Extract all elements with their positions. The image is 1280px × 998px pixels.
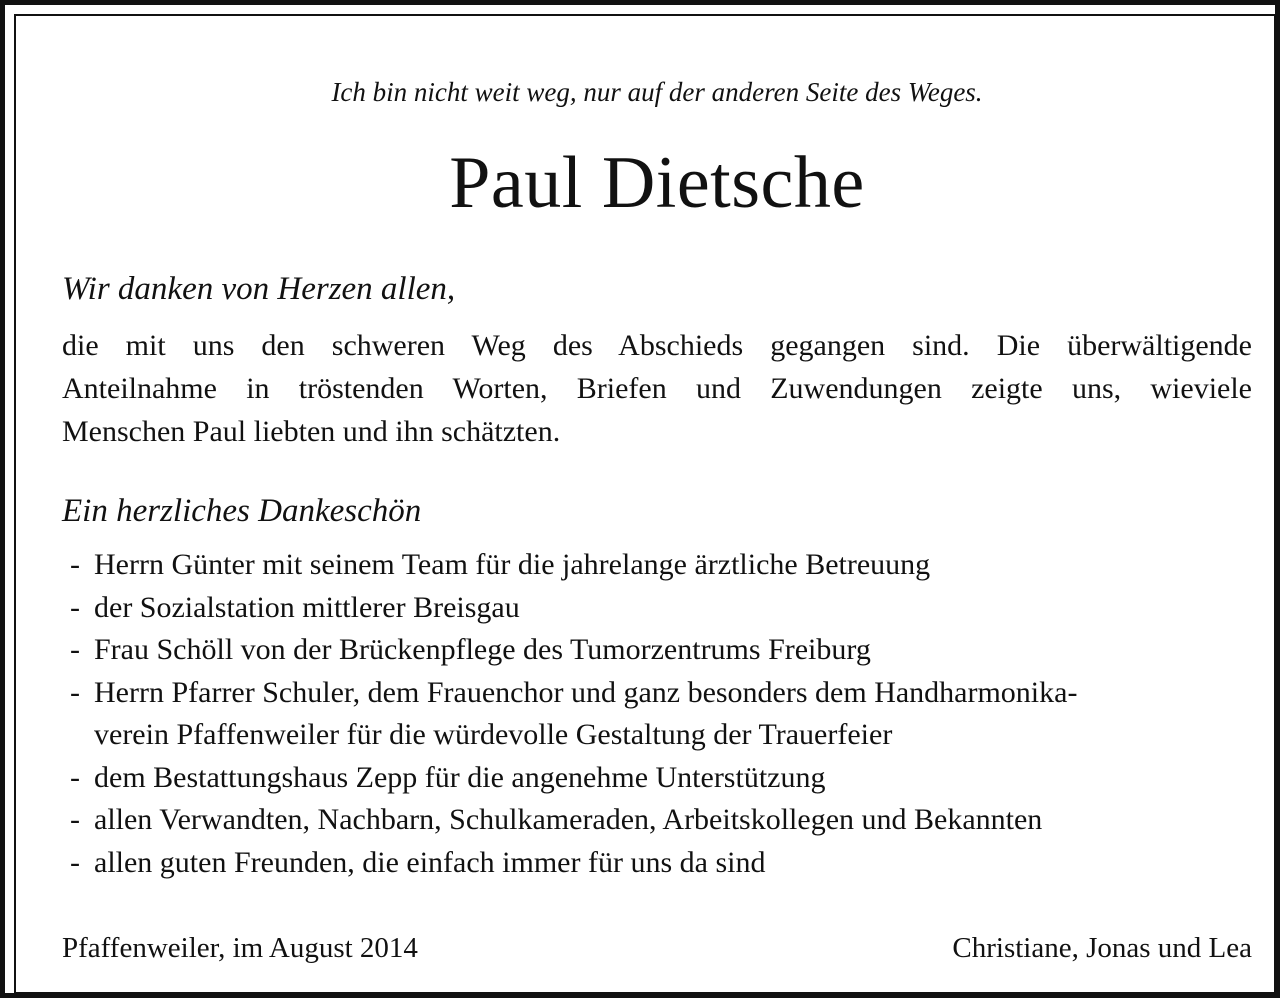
body-paragraph (62, 324, 1252, 453)
list-dash: - (70, 548, 80, 581)
list-item-text: der Sozialstation mittlerer Breisgau (94, 590, 520, 624)
list-item (70, 799, 1260, 842)
list-dash: - (70, 803, 80, 836)
list-item-text: allen Verwandten, Nachbarn, Schulkameraden, Arbeitskollegen und Bekannten (94, 803, 1043, 836)
list-item (70, 629, 1260, 672)
list-item (70, 842, 1260, 885)
list-item (70, 587, 1260, 630)
list-item-text: Herrn Pfarrer Schuler, dem Frauenchor und ganz besonders dem Handharmonika- (94, 675, 1078, 709)
deceased-name: Paul Dietsche (449, 142, 865, 224)
body-line: Anteilnahme in tröstenden Worten, Briefen und Zuwendungen zeigte uns, wieviele (62, 372, 1252, 405)
body-line: Menschen Paul liebten und ihn schätzten. (62, 415, 561, 448)
list-item-text: Frau Schöll von der Brückenpflege des Tumorzentrums Freiburg (94, 633, 871, 666)
list-item-text-continued: verein Pfaffenweiler für die würdevolle Gestaltung der Trauerfeier (94, 718, 893, 751)
list-dash: - (70, 845, 80, 879)
list-item (70, 544, 1260, 587)
list-dash: - (70, 590, 80, 624)
signatories: Christiane, Jonas und Lea (952, 932, 1252, 964)
notice-inner-border (14, 14, 1276, 994)
list-item (70, 757, 1260, 800)
list-dash: - (70, 675, 80, 709)
list-dash: - (70, 760, 80, 794)
heading-thanks: Wir danken von Herzen allen, (62, 271, 456, 307)
heading-dankeschoen: Ein herzliches Dankeschön (62, 493, 422, 529)
place-date: Pfaffenweiler, im August 2014 (62, 932, 418, 964)
list-item-text: allen guten Freunden, die einfach immer für uns da sind (94, 845, 766, 879)
motto: Ich bin nicht weit weg, nur auf der anderen Seite des Weges. (331, 77, 983, 107)
list-dash: - (70, 633, 80, 666)
body-line: die mit uns den schweren Weg des Abschieds gegangen sind. Die überwältigende (62, 329, 1252, 362)
list-item-text: Herrn Günter mit seinem Team für die jahrelange ärztliche Betreuung (94, 548, 931, 581)
list-item-text: dem Bestattungshaus Zepp für die angenehme Unterstützung (94, 760, 826, 794)
thanks-list (70, 544, 1260, 884)
list-item (70, 672, 1260, 757)
